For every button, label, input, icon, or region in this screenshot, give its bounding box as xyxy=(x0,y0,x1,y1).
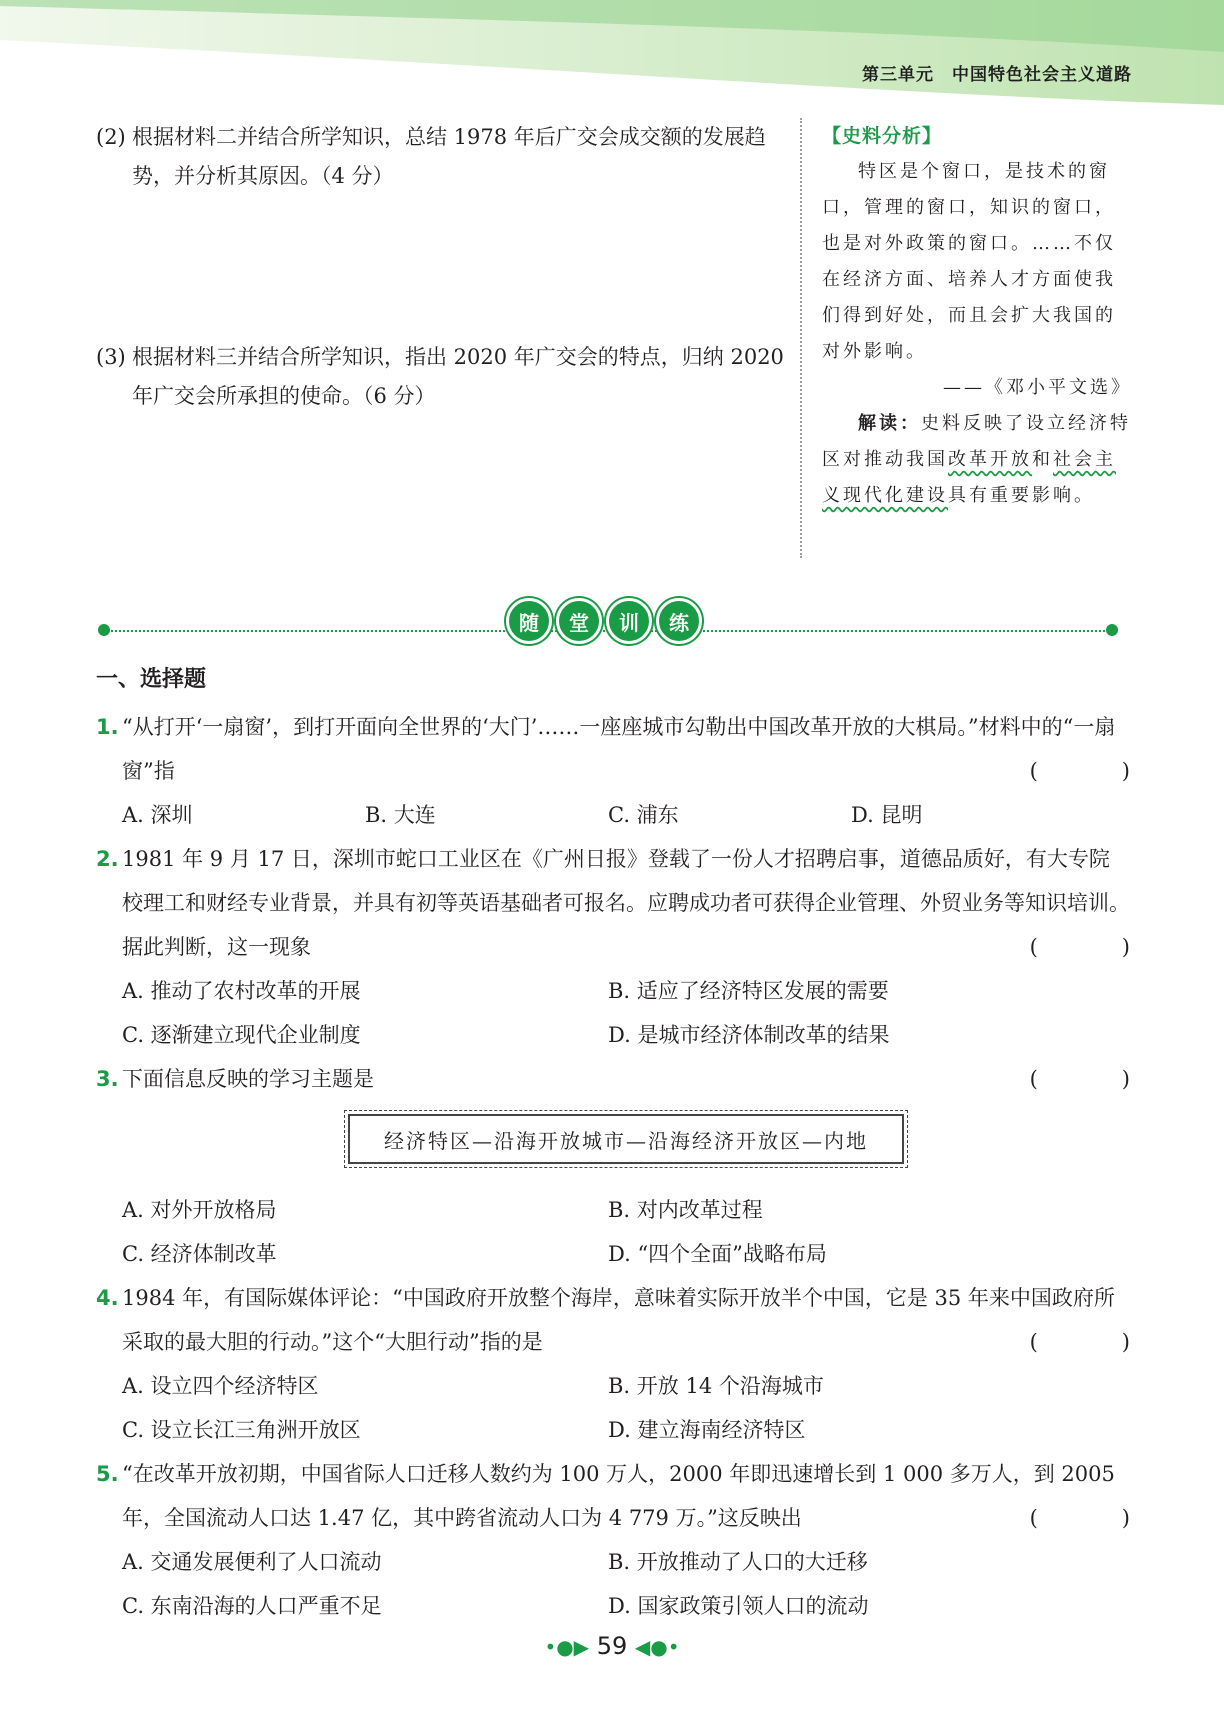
option-b[interactable]: B. 对内改革过程 xyxy=(608,1198,763,1222)
question-2 xyxy=(96,837,1130,969)
sidebar-reading xyxy=(822,406,1132,514)
option-a[interactable]: A. 推动了农村改革的开展 xyxy=(122,979,361,1003)
option-c[interactable]: C. 浦东 xyxy=(608,803,679,827)
section-title: 一、选择题 xyxy=(96,667,207,692)
option-b[interactable]: B. 适应了经济特区发展的需要 xyxy=(608,979,889,1003)
option-a[interactable]: A. 交通发展便利了人口流动 xyxy=(122,1550,382,1574)
subquestion-text: 根据材料二并结合所学知识，总结 1978 年后广交会成交额的发展趋势，并分析其原因。（4 分） xyxy=(132,125,766,188)
subquestion-number: (2) xyxy=(96,125,126,149)
question-number: 4. xyxy=(96,1286,119,1310)
badge-char: 堂 xyxy=(556,598,602,644)
option-d[interactable]: D. 昆明 xyxy=(851,803,923,827)
option-c[interactable]: C. 东南沿海的人口严重不足 xyxy=(122,1594,382,1618)
option-a[interactable]: A. 对外开放格局 xyxy=(122,1198,277,1222)
arrow-left-icon: ◀●• xyxy=(634,1635,680,1659)
option-a[interactable]: A. 设立四个经济特区 xyxy=(122,1374,319,1398)
badge-char: 训 xyxy=(606,598,652,644)
option-b[interactable]: B. 大连 xyxy=(365,803,436,827)
question-3 xyxy=(96,1057,1130,1101)
question-number: 3. xyxy=(96,1067,119,1091)
unit-title-text: 中国特色社会主义道路 xyxy=(952,65,1132,85)
reading-key-modernization: 社会主义现代化建设 xyxy=(822,449,1116,506)
answer-blank[interactable]: ( ) xyxy=(1029,1506,1130,1530)
option-c[interactable]: C. 设立长江三角洲开放区 xyxy=(122,1418,361,1442)
sidebar-source: ——《邓小平文选》 xyxy=(943,377,1132,398)
option-b[interactable]: B. 开放推动了人口的大迁移 xyxy=(608,1550,868,1574)
question-stem: 下面信息反映的学习主题是 xyxy=(122,1067,374,1091)
reading-text-and: 和 xyxy=(1032,449,1053,470)
reading-text-end: 具有重要影响。 xyxy=(948,485,1095,506)
practice-badges xyxy=(506,598,702,648)
arrow-right-icon: •●▶ xyxy=(544,1635,590,1659)
page-footer xyxy=(0,1632,1224,1660)
page-number: 59 xyxy=(596,1632,628,1660)
unit-title xyxy=(862,60,1132,85)
subquestion-2 xyxy=(96,118,786,196)
question-number: 5. xyxy=(96,1462,119,1486)
answer-blank[interactable]: ( ) xyxy=(1029,759,1130,783)
option-d[interactable]: D. “四个全面”战略布局 xyxy=(608,1242,827,1266)
question-stem: “在改革开放初期，中国省际人口迁移人数约为 100 万人，2000 年即迅速增长到 1 000 多万人，到 2005 年，全国流动人口达 1.47 亿，其中跨省流动人口为 4 779 万。”这反映出 xyxy=(122,1462,1115,1530)
question-4 xyxy=(96,1276,1130,1364)
info-box: 经济特区—沿海开放城市—沿海经济开放区—内地 xyxy=(348,1114,904,1164)
subquestion-3 xyxy=(96,338,786,416)
reading-text: 史料反映了设立经济特区对推动我国 xyxy=(822,413,1131,470)
sidebar-divider xyxy=(800,118,802,558)
question-stem: 1984 年，有国际媒体评论：“中国政府开放整个海岸，意味着实际开放半个中国，它是 35 年来中国政府所采取的最大胆的行动。”这个“大胆行动”指的是 xyxy=(122,1286,1115,1354)
subquestion-number: (3) xyxy=(96,345,126,369)
question-number: 1. xyxy=(96,715,119,739)
option-d[interactable]: D. 国家政策引领人口的流动 xyxy=(608,1594,869,1618)
answer-blank[interactable]: ( ) xyxy=(1029,1067,1130,1091)
question-1 xyxy=(96,705,1130,793)
badge-char: 练 xyxy=(656,598,702,644)
header-wave-decoration xyxy=(0,0,1224,110)
header-band xyxy=(0,0,1224,110)
answer-blank[interactable]: ( ) xyxy=(1029,935,1130,959)
answer-blank[interactable]: ( ) xyxy=(1029,1330,1130,1354)
reading-label: 解读： xyxy=(858,413,921,434)
option-b[interactable]: B. 开放 14 个沿海城市 xyxy=(608,1374,824,1398)
sidebar-title: 【史料分析】 xyxy=(822,125,943,147)
option-c[interactable]: C. 经济体制改革 xyxy=(122,1242,277,1266)
divider-dot-right xyxy=(1106,624,1118,636)
unit-label: 第三单元 xyxy=(862,65,934,85)
option-c[interactable]: C. 逐渐建立现代企业制度 xyxy=(122,1023,361,1047)
question-number: 2. xyxy=(96,847,119,871)
reading-key-reform: 改革开放 xyxy=(948,449,1032,470)
sidebar-quote: 特区是个窗口，是技术的窗口，管理的窗口，知识的窗口，也是对外政策的窗口。……不仅在经济方面、培养人才方面使我们得到好处，而且会扩大我国的对外影响。 xyxy=(822,161,1116,362)
subquestion-text: 根据材料三并结合所学知识，指出 2020 年广交会的特点，归纳 2020 年广交会所承担的使命。（6 分） xyxy=(132,345,784,408)
question-stem: 1981 年 9 月 17 日，深圳市蛇口工业区在《广州日报》登载了一份人才招聘启事，道德品质好，有大专院校理工和财经专业背景，并具有初等英语基础者可报名。应聘成功者可获得企业管理、外贸业务等知识培训。据此判断，这一现象 xyxy=(122,847,1130,959)
question-stem: “从打开‘一扇窗’，到打开面向全世界的‘大门’……一座座城市勾勒出中国改革开放的大棋局。”材料中的“一扇窗”指 xyxy=(122,715,1116,783)
divider-dot-left xyxy=(98,624,110,636)
question-5 xyxy=(96,1452,1130,1540)
badge-char: 随 xyxy=(506,598,552,644)
sidebar-analysis xyxy=(822,118,1132,514)
option-d[interactable]: D. 建立海南经济特区 xyxy=(608,1418,806,1442)
option-a[interactable]: A. 深圳 xyxy=(122,803,193,827)
option-d[interactable]: D. 是城市经济体制改革的结果 xyxy=(608,1023,890,1047)
